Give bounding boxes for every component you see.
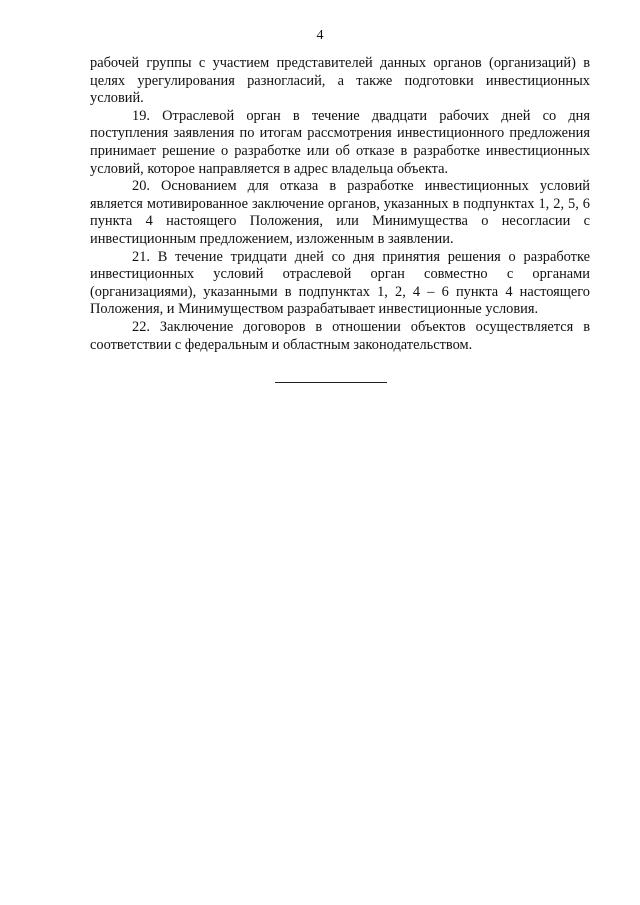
document-body — [90, 55, 590, 354]
paragraph-19: 19. Отраслевой орган в течение двадцати рабочих дней со дня поступления заявления по итогам рассмотрения инвестиционного предложения принимает решение о разработке или об отказе в разработке инвестиционных условий, которое направляется в адрес владельца объекта. — [90, 107, 590, 177]
paragraph-22: 22. Заключение договоров в отношении объектов осуществляется в соответствии с федеральным и областным законодательством. — [90, 318, 590, 353]
paragraph-continuation: рабочей группы с участием представителей данных органов (организаций) в целях урегулирования разногласий, а также подготовки инвестиционных условий. — [90, 55, 590, 107]
page-number: 4 — [316, 28, 324, 43]
paragraph-21: 21. В течение тридцати дней со дня принятия решения о разработке инвестиционных условий отраслевой орган совместно с органами (организациями), указанными в подпунктах 1, 2, 4 – 6 пункта 4 настоящего Положения, и Минимуществом разрабатывает инвестиционные условия. — [90, 248, 590, 318]
paragraph-20: 20. Основанием для отказа в разработке инвестиционных условий является мотивированное заключение органов, указанных в подпунктах 1, 2, 5, 6 пункта 4 настоящего Положения, или Минимущества о несогласии с инвестиционным предложением, изложенным в заявлении. — [90, 178, 590, 247]
end-of-text-rule — [275, 382, 387, 383]
